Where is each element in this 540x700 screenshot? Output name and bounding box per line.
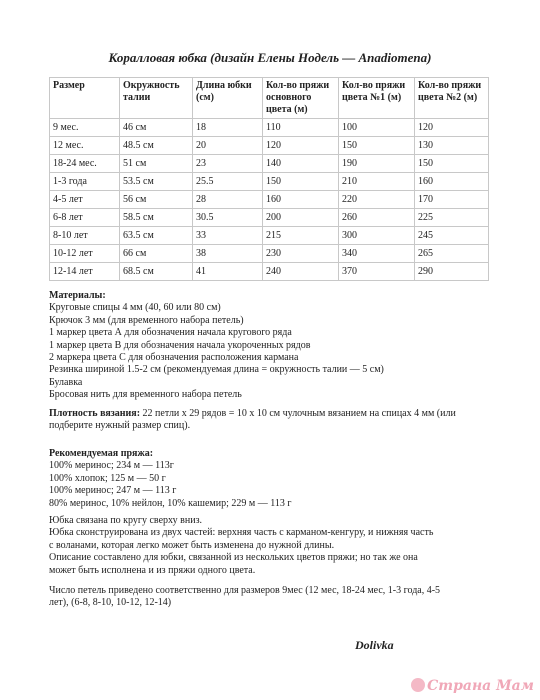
header-waist: Окружность талии bbox=[120, 78, 193, 119]
cell-size: 12-14 лет bbox=[50, 263, 120, 281]
yarn-item: 100% меринос; 234 м — 113г bbox=[49, 460, 174, 472]
cell-waist: 68.5 см bbox=[120, 263, 193, 281]
sizes-table bbox=[49, 77, 489, 281]
cell-size: 18-24 мес. bbox=[50, 155, 120, 173]
cell-main-yarn: 230 bbox=[263, 245, 339, 263]
materials-item: 1 маркер цвета А для обозначения начала кругового ряда bbox=[49, 327, 292, 339]
cell-main-yarn: 215 bbox=[263, 227, 339, 245]
description-line: может быть исполнена и из пряжи одного цвета. bbox=[49, 564, 256, 576]
materials-section bbox=[49, 290, 499, 402]
cell-yarn-color-2: 150 bbox=[415, 155, 489, 173]
header-main-yarn: Кол-во пряжи основного цвета (м) bbox=[263, 78, 339, 119]
cell-main-yarn: 150 bbox=[263, 173, 339, 191]
cell-yarn-color-2: 265 bbox=[415, 245, 489, 263]
cell-waist: 58.5 см bbox=[120, 209, 193, 227]
header-yarn-color-2: Кол-во пряжи цвета №2 (м) bbox=[415, 78, 489, 119]
cell-waist: 66 см bbox=[120, 245, 193, 263]
author-signature: Dolivka bbox=[355, 638, 394, 652]
cell-yarn-color-2: 225 bbox=[415, 209, 489, 227]
cell-length: 23 bbox=[193, 155, 263, 173]
cell-yarn-color-1: 100 bbox=[339, 119, 415, 137]
table-row bbox=[50, 263, 489, 281]
table-row bbox=[50, 209, 489, 227]
cell-yarn-color-1: 210 bbox=[339, 173, 415, 191]
note-line: лет), (6-8, 8-10, 10-12, 12-14) bbox=[49, 597, 172, 609]
materials-item: Крючок 3 мм (для временного набора петель) bbox=[49, 314, 244, 326]
cell-length: 30.5 bbox=[193, 209, 263, 227]
cell-waist: 56 см bbox=[120, 191, 193, 209]
cell-yarn-color-2: 290 bbox=[415, 263, 489, 281]
header-length: Длина юбки (см) bbox=[193, 78, 263, 119]
cell-waist: 53.5 см bbox=[120, 173, 193, 191]
table-row bbox=[50, 173, 489, 191]
cell-waist: 48.5 см bbox=[120, 137, 193, 155]
cell-yarn-color-1: 150 bbox=[339, 137, 415, 155]
cell-length: 18 bbox=[193, 119, 263, 137]
site-watermark bbox=[411, 678, 534, 694]
cell-yarn-color-2: 130 bbox=[415, 137, 489, 155]
cell-yarn-color-1: 300 bbox=[339, 227, 415, 245]
cell-yarn-color-2: 170 bbox=[415, 191, 489, 209]
description-line: Юбка связана по кругу сверху вниз. bbox=[49, 515, 203, 526]
cell-main-yarn: 110 bbox=[263, 119, 339, 137]
note-line: Число петель приведено соответственно для размеров 9мес (12 мес, 18-24 мес, 1-3 года, 4-5 bbox=[49, 585, 441, 596]
materials-item: Резинка шириной 1.5-2 см (рекомендуемая длина = окружность талии — 5 см) bbox=[49, 364, 384, 376]
header-size: Размер bbox=[50, 78, 120, 119]
cell-size: 10-12 лет bbox=[50, 245, 120, 263]
document-title: Коралловая юбка (дизайн Елены Нодель — Anadiomena) bbox=[108, 50, 432, 65]
table-row bbox=[50, 137, 489, 155]
table-row bbox=[50, 119, 489, 137]
watermark-logo-icon bbox=[411, 678, 425, 692]
materials-item: Булавка bbox=[49, 376, 83, 388]
cell-yarn-color-2: 120 bbox=[415, 119, 489, 137]
cell-size: 6-8 лет bbox=[50, 209, 120, 227]
materials-item: Круговые спицы 4 мм (40, 60 или 80 см) bbox=[49, 302, 221, 314]
cell-main-yarn: 140 bbox=[263, 155, 339, 173]
cell-length: 33 bbox=[193, 227, 263, 245]
cell-main-yarn: 200 bbox=[263, 209, 339, 227]
cell-size: 1-3 года bbox=[50, 173, 120, 191]
cell-waist: 46 см bbox=[120, 119, 193, 137]
cell-main-yarn: 160 bbox=[263, 191, 339, 209]
materials-item: 1 маркер цвета В для обозначения начала укороченных рядов bbox=[49, 339, 311, 351]
header-yarn-color-1: Кол-во пряжи цвета №1 (м) bbox=[339, 78, 415, 119]
cell-yarn-color-1: 220 bbox=[339, 191, 415, 209]
yarn-section bbox=[49, 448, 499, 510]
watermark-text: Страна Мам bbox=[427, 678, 534, 694]
gauge-section bbox=[49, 408, 499, 433]
cell-main-yarn: 120 bbox=[263, 137, 339, 155]
cell-length: 25.5 bbox=[193, 173, 263, 191]
cell-yarn-color-1: 190 bbox=[339, 155, 415, 173]
cell-length: 41 bbox=[193, 263, 263, 281]
cell-length: 28 bbox=[193, 191, 263, 209]
cell-length: 20 bbox=[193, 137, 263, 155]
gauge-text: 22 петли х 29 рядов = 10 х 10 см чулочным вязанием на спицах 4 мм (или подберите нужный размер спиц). bbox=[49, 408, 456, 432]
yarn-item: 80% меринос, 10% нейлон, 10% кашемир; 229 м — 113 г bbox=[49, 497, 292, 509]
cell-waist: 51 см bbox=[120, 155, 193, 173]
table-row bbox=[50, 155, 489, 173]
materials-item: 2 маркера цвета С для обозначения расположения кармана bbox=[49, 352, 299, 364]
yarn-item: 100% меринос; 247 м — 113 г bbox=[49, 485, 177, 497]
description-line: с воланами, которая легко может быть изменена до нужной длины. bbox=[49, 539, 335, 551]
cell-yarn-color-1: 370 bbox=[339, 263, 415, 281]
cell-size: 12 мес. bbox=[50, 137, 120, 155]
cell-main-yarn: 240 bbox=[263, 263, 339, 281]
cell-size: 8-10 лет bbox=[50, 227, 120, 245]
table-header-row bbox=[50, 78, 489, 119]
cell-size: 4-5 лет bbox=[50, 191, 120, 209]
materials-heading: Материалы: bbox=[49, 290, 106, 301]
description-section bbox=[49, 515, 499, 577]
table-row bbox=[50, 245, 489, 263]
cell-size: 9 мес. bbox=[50, 119, 120, 137]
cell-length: 38 bbox=[193, 245, 263, 263]
cell-yarn-color-2: 245 bbox=[415, 227, 489, 245]
cell-yarn-color-1: 260 bbox=[339, 209, 415, 227]
cell-yarn-color-2: 160 bbox=[415, 173, 489, 191]
description-line: Юбка сконструирована из двух частей: верхняя часть с карманом-кенгуру, и нижняя часть bbox=[49, 527, 434, 539]
table-row bbox=[50, 191, 489, 209]
description-line: Описание составлено для юбки, связанной из нескольких цветов пряжи; но так же она bbox=[49, 552, 418, 564]
yarn-heading: Рекомендуемая пряжа: bbox=[49, 448, 154, 459]
gauge-label: Плотность вязания: bbox=[49, 408, 141, 419]
note-section bbox=[49, 585, 499, 610]
cell-yarn-color-1: 340 bbox=[339, 245, 415, 263]
cell-waist: 63.5 см bbox=[120, 227, 193, 245]
table-row bbox=[50, 227, 489, 245]
yarn-item: 100% хлопок; 125 м — 50 г bbox=[49, 472, 166, 484]
gauge-paragraph bbox=[49, 408, 499, 433]
materials-item: Бросовая нить для временного набора петель bbox=[49, 389, 242, 401]
